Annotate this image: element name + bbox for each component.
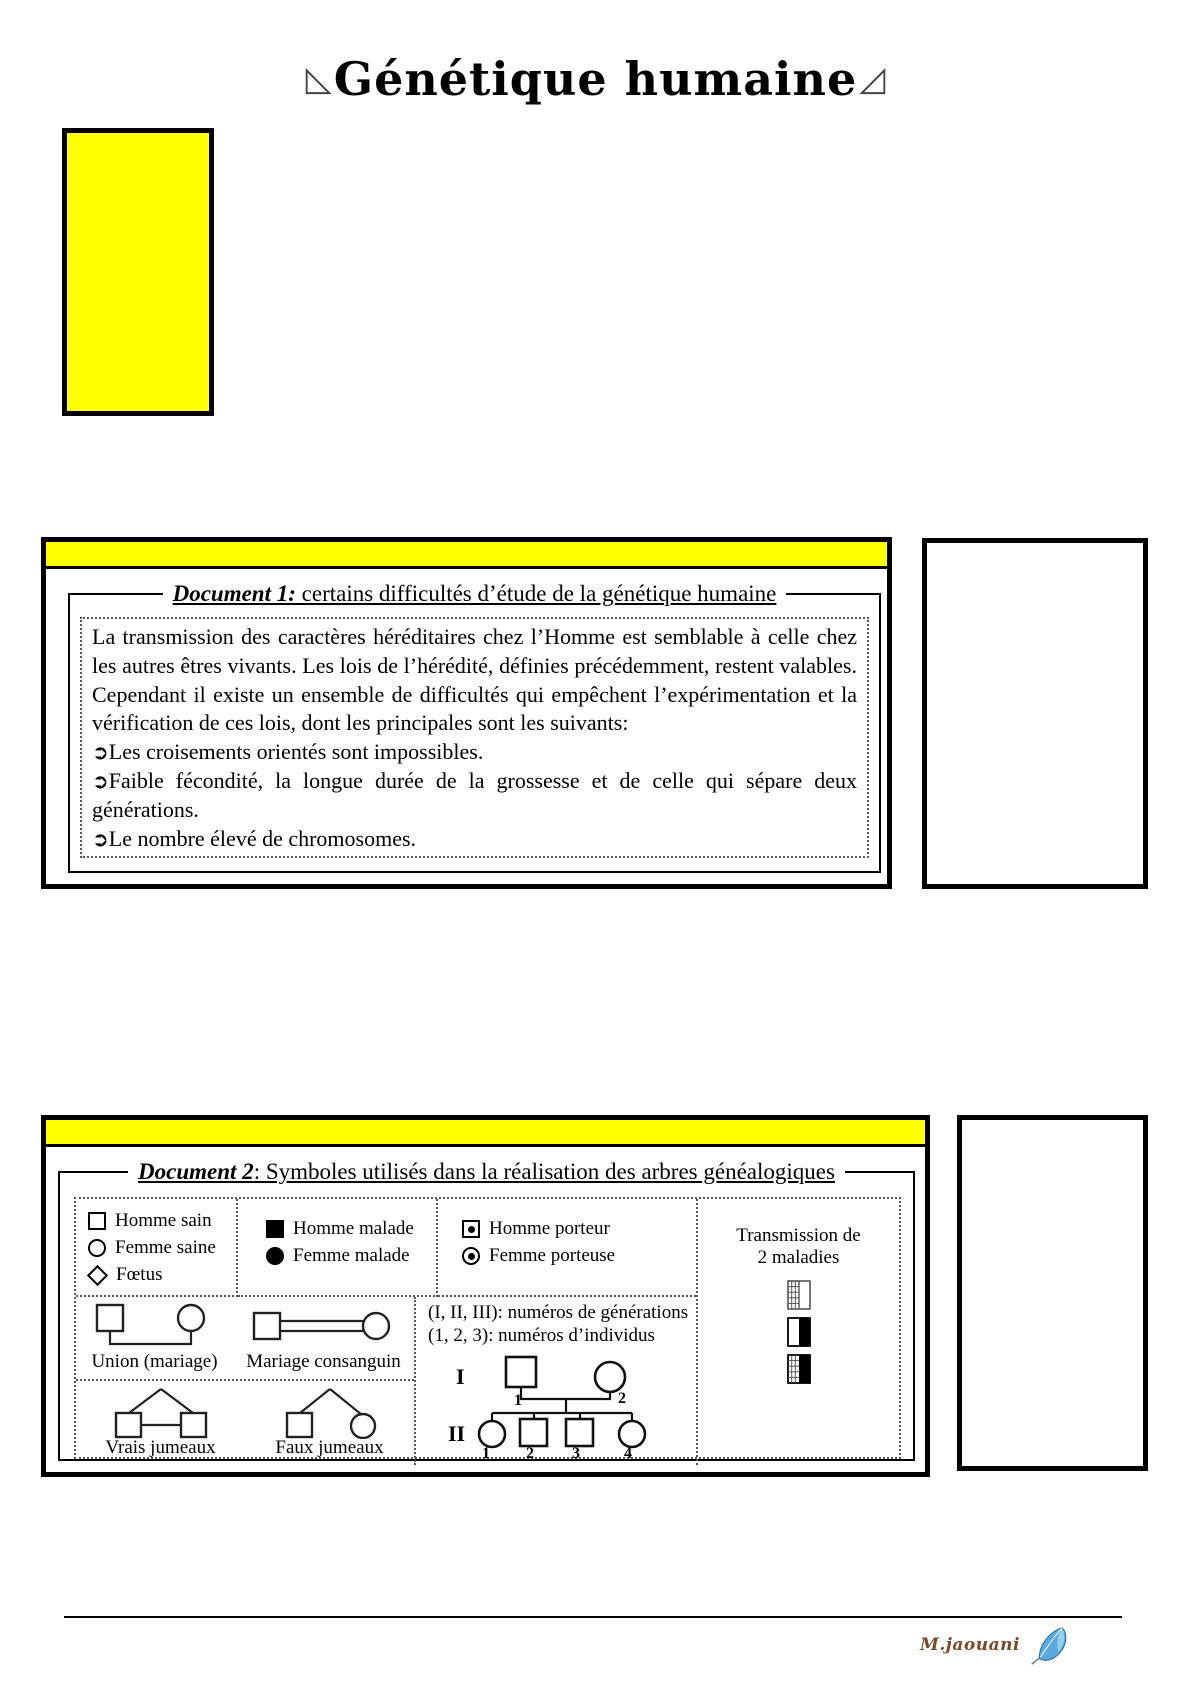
legend-label: Homme sain xyxy=(115,1210,212,1231)
document1-bullet-1 xyxy=(92,738,857,767)
legend-item xyxy=(266,1245,434,1267)
title-right-triangle-icon: ◿ xyxy=(859,59,886,99)
title-left-triangle-icon: ◺ xyxy=(305,59,332,99)
document2-yellow-bar xyxy=(46,1120,925,1147)
transmission-symbols xyxy=(698,1280,899,1384)
document1-heading xyxy=(163,581,787,607)
square-filled-icon xyxy=(266,1220,284,1238)
legend-label: Femme porteuse xyxy=(489,1245,616,1266)
legend-col-affected xyxy=(238,1199,438,1297)
document1-paragraph: La transmission des caractères héréditaires chez l’Homme est semblable à celle chez les autres êtres vivants. Les lois de l’hérédité, définies précédemment, restent valables. Cependant il existe un ensemble de difficultés qui empêchent l’expérimentation et la vérification de ces lois, dont les principales sont les suivants: xyxy=(92,624,857,736)
document1-heading-text: certains difficultés d’étude de la génétique humaine xyxy=(295,581,777,606)
author-signature: M.jaouani xyxy=(920,1635,1020,1655)
feather-icon xyxy=(1028,1624,1072,1666)
document2-heading-text: : Symboles utilisés dans la réalisation des arbres généalogiques xyxy=(253,1159,835,1184)
pedigree-example xyxy=(428,1351,678,1459)
circle-filled-icon xyxy=(266,1247,284,1265)
vrais-jumeaux-label: Vrais jumeaux xyxy=(105,1437,216,1458)
document1-heading-label: Document 1: xyxy=(172,581,296,606)
bullet-arrow-icon: ➲ xyxy=(92,740,109,765)
union-label: Union (mariage) xyxy=(91,1351,218,1372)
legend-twins-row xyxy=(76,1381,414,1465)
legend-numbering xyxy=(416,1297,696,1465)
generation-i-label: I xyxy=(456,1364,465,1390)
legend-col-carrier xyxy=(438,1199,696,1297)
half-grid-half-white-icon xyxy=(787,1280,811,1310)
legend-item xyxy=(462,1245,694,1267)
mariage-consanguin-icon xyxy=(244,1301,404,1353)
square-outline-icon xyxy=(88,1212,106,1230)
document2-heading xyxy=(128,1159,845,1185)
document1-fieldset xyxy=(68,581,881,873)
legend-col-two-diseases xyxy=(696,1199,899,1465)
document2-heading-label: Document 2 xyxy=(138,1159,254,1184)
legend-item xyxy=(266,1218,434,1240)
square-dot-icon xyxy=(462,1220,480,1238)
answer-box-1 xyxy=(922,538,1148,889)
footer-divider xyxy=(64,1616,1122,1618)
footer-signature-row xyxy=(920,1624,1130,1666)
half-grid-half-black-icon xyxy=(787,1354,811,1384)
generation-ii-label: II xyxy=(448,1421,466,1447)
document1-bullet-3 xyxy=(92,825,857,854)
vrais-jumeaux-icon xyxy=(91,1385,231,1439)
page-title-row xyxy=(0,52,1191,106)
symbols-legend-box xyxy=(74,1197,901,1459)
legend-item xyxy=(88,1264,234,1286)
page-title: Génétique humaine xyxy=(333,52,858,106)
consanguin-block xyxy=(244,1301,404,1373)
document1-yellow-bar xyxy=(46,542,887,569)
pedigree-number: 4 xyxy=(624,1445,632,1460)
document1-bullet-1-text: Les croisements orientés sont impossibles. xyxy=(108,739,484,765)
yellow-note-box xyxy=(62,128,214,416)
bullet-arrow-icon: ➲ xyxy=(92,826,109,851)
half-white-half-black-icon xyxy=(787,1317,811,1347)
document1-bullet-2-text: Faible fécondité, la longue durée de la grossesse et de celle qui sépare deux générations. xyxy=(92,768,857,822)
bullet-arrow-icon: ➲ xyxy=(92,769,109,794)
legend-label: Fœtus xyxy=(116,1264,163,1285)
document1-frame xyxy=(41,537,892,889)
document1-bullet-2 xyxy=(92,767,857,825)
legend-unions-twins xyxy=(76,1297,416,1465)
individus-note: (1, 2, 3): numéros d’individus xyxy=(428,1325,655,1347)
document1-bullet-3-text: Le nombre élevé de chromosomes. xyxy=(108,825,417,851)
legend-unions-row xyxy=(76,1297,414,1381)
pedigree-number: 3 xyxy=(572,1445,580,1460)
pedigree-number: 2 xyxy=(618,1390,626,1408)
circle-outline-icon xyxy=(88,1239,106,1257)
legend-label: Femme saine xyxy=(115,1237,216,1258)
legend-item xyxy=(88,1237,234,1259)
legend-row2 xyxy=(76,1297,696,1465)
faux-jumeaux-block xyxy=(260,1385,400,1465)
legend-item xyxy=(462,1218,694,1240)
faux-jumeaux-label: Faux jumeaux xyxy=(275,1437,384,1458)
answer-box-2 xyxy=(957,1115,1148,1471)
symbols-legend-grid xyxy=(76,1199,899,1460)
legend-col-healthy xyxy=(76,1199,238,1297)
circle-dot-icon xyxy=(462,1247,480,1265)
legend-label: Femme malade xyxy=(293,1245,410,1266)
legend-label: Homme porteur xyxy=(489,1218,610,1239)
union-mariage-icon xyxy=(87,1301,223,1353)
transmission-title-line2: 2 maladies xyxy=(757,1247,840,1269)
pedigree-number: 1 xyxy=(482,1445,490,1460)
pedigree-number: 2 xyxy=(526,1445,534,1460)
union-block xyxy=(87,1301,223,1373)
document2-fieldset xyxy=(58,1159,915,1461)
pedigree-number: 1 xyxy=(514,1392,522,1410)
transmission-title-line1: Transmission de xyxy=(736,1225,861,1246)
consanguin-label: Mariage consanguin xyxy=(246,1351,401,1372)
legend-item xyxy=(88,1210,234,1232)
diamond-outline-icon xyxy=(87,1264,108,1285)
vrais-jumeaux-block xyxy=(91,1385,231,1465)
document1-text-box xyxy=(80,617,869,858)
generations-note: (I, II, III): numéros de générations xyxy=(428,1302,689,1323)
document2-frame xyxy=(41,1115,930,1477)
faux-jumeaux-icon xyxy=(260,1385,400,1439)
legend-label: Homme malade xyxy=(293,1218,414,1239)
